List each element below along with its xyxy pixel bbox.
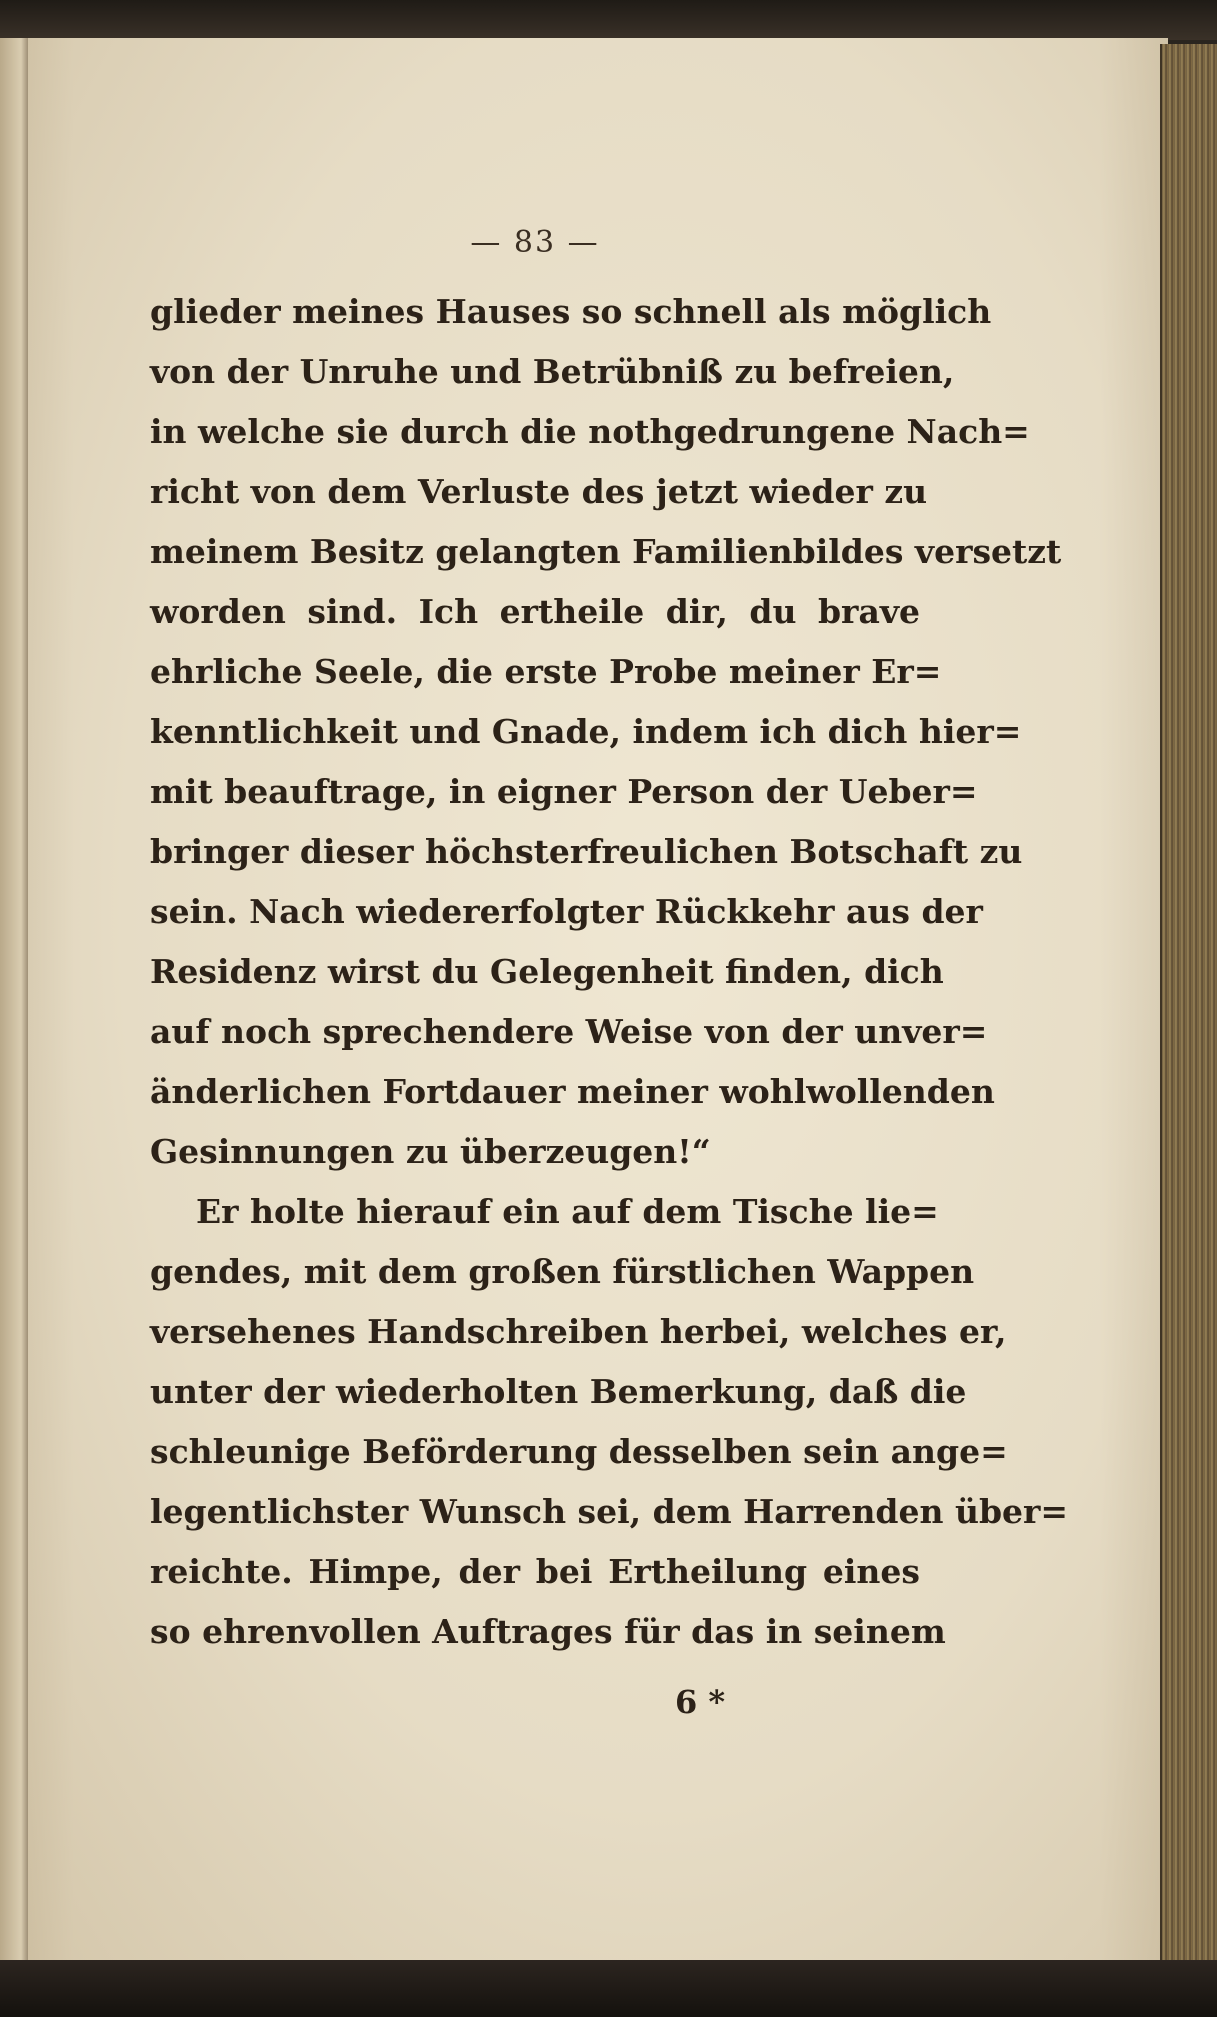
text-line: mit beauftrage, in eigner Person der Ueber= bbox=[150, 772, 978, 811]
text-line: bringer dieser höchsterfreulichen Botschaft zu bbox=[150, 832, 1023, 871]
page-stack-edge bbox=[1160, 44, 1217, 1962]
text-line: Residenz wirst du Gelegenheit finden, dich bbox=[150, 952, 944, 991]
scan-bottom-border bbox=[0, 1960, 1217, 2017]
running-head-page-number: — 83 — bbox=[470, 225, 600, 260]
text-line: kenntlichkeit und Gnade, indem ich dich hier= bbox=[150, 712, 1022, 751]
text-line: richt von dem Verluste des jetzt wieder zu bbox=[150, 472, 928, 511]
text-line: auf noch sprechendere Weise von der unver= bbox=[150, 1012, 988, 1051]
text-line: meinem Besitz gelangten Familienbildes versetzt bbox=[150, 532, 1062, 571]
printer-signature-mark: 6 * bbox=[675, 1683, 726, 1721]
text-line: ehrliche Seele, die erste Probe meiner Er= bbox=[150, 652, 942, 691]
text-line: glieder meines Hauses so schnell als möglich bbox=[150, 292, 992, 331]
text-line: worden sind. Ich ertheile dir, du brave bbox=[150, 592, 920, 631]
text-line: unter der wiederholten Bemerkung, daß die bbox=[150, 1372, 967, 1411]
scan-top-border bbox=[0, 0, 1217, 40]
text-line: so ehrenvollen Auftrages für das in seinem bbox=[150, 1612, 946, 1651]
text-line: legentlichster Wunsch sei, dem Harrenden über= bbox=[150, 1492, 1069, 1531]
text-line: von der Unruhe und Betrübniß zu befreien, bbox=[150, 352, 955, 391]
text-line-paragraph-start: Er holte hierauf ein auf dem Tische lie= bbox=[196, 1192, 939, 1231]
left-page-edge bbox=[0, 38, 30, 1968]
text-line: in welche sie durch die nothgedrungene Nach= bbox=[150, 412, 1030, 451]
text-line: schleunige Beförderung desselben sein ange= bbox=[150, 1432, 1008, 1471]
text-line: reichte. Himpe, der bei Ertheilung eines bbox=[150, 1552, 920, 1591]
text-line: versehenes Handschreiben herbei, welches er, bbox=[150, 1312, 1007, 1351]
text-line: sein. Nach wiedererfolgter Rückkehr aus der bbox=[150, 892, 983, 931]
page-text-block bbox=[150, 225, 1069, 1662]
text-line-paragraph-end: Gesinnungen zu überzeugen!“ bbox=[150, 1132, 711, 1171]
text-line: änderlichen Fortdauer meiner wohlwollenden bbox=[150, 1072, 995, 1111]
text-line: gendes, mit dem großen fürstlichen Wappen bbox=[150, 1252, 975, 1291]
